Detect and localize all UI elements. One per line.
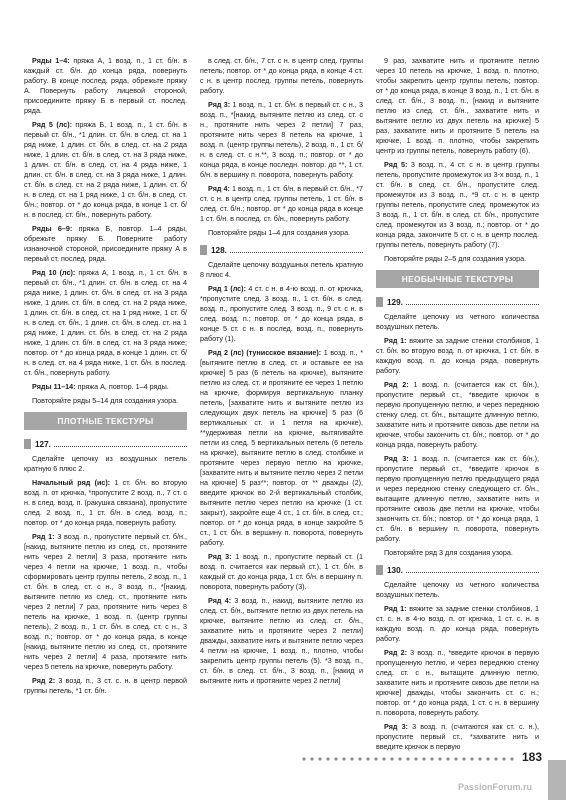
paragraph: Ряд 5: 3 возд. п., 4 ст. с н. в центр группы петель, пропустите промежуток из 3-х возд. п., 1 ст. б/н. в след. ст. б/н., пропустите след. промежуток из 3 возд. п., *9 ст. с н. в центр группы петель, пропустите след. промежуток из 3 возд. п., 1 ст. б/н. в след. ст. б/н., пропустите след. промежуток из 3 возд. п.; повтор. от * до конца ряда, закончите 5 ст. с н. в центр послед. группы петель, повернуть работу (7).	[376, 160, 540, 249]
paragraph: Ряд 3: 1 возд. п., пропустите первый ст. (1 возд. п. считается как первый ст.), 1 ст. б/н. в каждый ст. до конца ряда, 1 ст. б/н. в вершину п. поворота, повернуть работу (3).	[200, 552, 364, 591]
column-2	[200, 56, 363, 690]
column-1	[24, 56, 187, 700]
page-number: 183	[522, 750, 543, 764]
paragraph: Ряд 3: 1 возд. п. (считается как ст. б/н.), пропустите первый ст., *введите крючок в первую пропущенную петлю предыдущего ряда и через переднюю стенку следующего ст. б/н., вытащите длинную петлю, захватите нить и протяните сквозь две петли на крючке, чтобы закончить ст. б/н.; повтор. от * до конца ряда, 1 ст. б/н. в вершину п. поворота, повернуть работу.	[376, 454, 539, 543]
pattern-marker-block	[376, 565, 383, 575]
pattern-marker-block	[200, 245, 207, 255]
pattern-marker-block	[24, 439, 31, 449]
dotted-leader	[406, 298, 539, 305]
pattern-number-128: 128.	[200, 244, 363, 256]
paragraph: Начальный ряд (ис): 1 ст. б/н. во вторую возд. п. от крючка, *пропустите 2 возд. п., 7 ст. с н. в след. возд. п. (ракушка связана), пропустите след. 2 возд. п., 1 ст. б/н. в след. возд. п.; повтор. от * до конца ряда, повернуть работу.	[24, 478, 187, 527]
paragraph: в след. ст. б/н., 7 ст. с н. в центр след. группы петель; повтор. от * до конца ряда, в конце 4 ст. с н. в центр послед. группы петель, повернуть работу.	[200, 56, 363, 95]
paragraph: Повторяйте ряды 1–4 для создания узора.	[208, 228, 351, 237]
paragraph: Повторяйте ряды 5–14 для создания узора.	[32, 396, 179, 405]
paragraph: Ряд 2: 3 возд. п., *введите крючок в первую пропущенную петлю, и через переднюю стенку след. ст. с н., вытащите длинную петлю, захватите нить и протяните сквозь две петли на крючке] дважды, чтобы закончить ст. с. н.; повтор. от * до конца ряда, 1 ст. с н. в вершину п. поворота, повернуть работу.	[376, 648, 540, 717]
pattern-number-130: 130.	[376, 564, 539, 576]
paragraph: Ряд 5 (лс): пряжа Б, 1 возд. п., 1 ст. б/н. в первый ст. б/н., *1 длин. ст. б/н. в след. ст. на 1 ряд ниже, 1 длин. ст. б/н. в след. ст. на 2 ряда ниже, 1 длин. ст. б/н. в след. ст. на 3 ряда ниже, 1 длин. ст. б/н. в след. ст. на 4 ряда ниже, 1 длин. ст. б/н. в след. ст. на 3 ряда ниже, 1 длин. ст. б/н. в след. ст. на 2 ряда ниже, 1 длин. ст. б/н. в след. ст. на 1 ряд ниже, 1 ст. б/н. в след. ст. б/н.; повтор. от * до конца ряда, в конце 1 ст. б/н. в послед. ст. б/н., повернуть работу.	[24, 120, 187, 219]
column-3	[376, 56, 539, 756]
paragraph: Ряд 10 (лс): пряжа А, 1 возд. п., 1 ст. б/н. в первый ст. б/н., *1 длин. ст. б/н. в след. ст. на 4 ряда ниже, 1 длин. ст. б/н. в след. ст. на 3 ряда ниже, 1 длин. ст. б/н. в след. ст. на 2 ряда ниже, 1 длин. ст. б/н. в след. ст. на 1 ряд ниже, 1 ст. б/н. в след. ст. б/н., 1 длин. ст. б/н. в след. ст. на 1 ряд ниже, 1 длин. ст. б/н. в след. ст. на 2 ряда ниже, 1 длин. ст. б/н. в след. ст. на 3 ряда ниже; повтор. от * до конца ряда, в конце 1 длин. ст. б/н. в след. ст. на 4 ряда ниже, 1 ст. б/н. в послед. ст. б/н., повернуть работу.	[24, 268, 188, 377]
pattern-marker-block	[376, 297, 383, 307]
paragraph: Ряд 3: 3 возд. п. (считаются как ст. с. н.), пропустите первый ст., *захватите нить и введите крючок в первую	[376, 722, 540, 751]
paragraph: Ряд 2 (лс) (тунисское вязание): 1 возд. п., *[вытяните петлю в след. ст. и оставьте ее на крючке] 5 раз (6 петель на крючке), вытяните петлю из след. ст. и протяните ее через 1 петлю на крючке, формируя вертикальную планку петель, [захватите нить и вытяните петлю из следующих двух петель на крючке] 5 раз (6 вертикальных ст. и 1 петля на крючке), **удерживая петли на крючке, вытягивайте петли из след. 5 вертикальных петель (6 петель на крючке), вытяните петлю в след. столбике и протяните через первую петлю на крючке, [захватите нить и вытяните петлю через 2 петли на крючке] 5 раз**; повтор. от ** дважды (2), введите крючок во 2-й вертикальный столбик, вытяните петлю через петлю на крючке (1 ст. закрыт), закройте еще 4 ст., 1 ст. б/н. в след. ст.; повтор. от * до конца ряда, в конце закройте 5 ст., 1 ст. б/н. в вершину п. поворота, повернуть работу.	[200, 348, 363, 547]
paragraph: 9 раз, захватите нить и протяните петлю через 10 петель на крючке, 1 возд. п. плотно, чтобы закрепить центр группы петель; повтор. от * до конца ряда, в конце 3 возд. п., 1 ст. б/н. в след. ст. б/н., 3 возд. п., [накид и вытяните петлю из след. ст. б/н., захватите нить и вытяните петлю из двух петель на крючке] 5 раз, захватите нить и протяните 5 петель на крючке, 1 возд. п. плотно, чтобы закрепить центр из группы петель, повернуть работу (6).	[376, 56, 539, 155]
paragraph: Сделайте цепочку из четного количества воздушных петель.	[376, 580, 539, 599]
section-header-unusual-textures: НЕОБЫЧНЫЕ ТЕКСТУРЫ	[376, 270, 539, 288]
paragraph: Ряд 4: 1 возд. п., 1 ст. б/н. в первый ст. б/н., *7 ст. с н. в центр след. группы петель, 1 ст. б/н. в след. ст. б/н.; повтор. от * до конца ряда в конце 1 ст. б/н. в послед. ст. б/н., повернуть работу.	[200, 184, 364, 223]
watermark: PassionForum.ru	[458, 782, 533, 792]
paragraph: Сделайте цепочку из воздушных петель кратную 6 плюс 2.	[24, 454, 187, 473]
section-header-dense-textures: ПЛОТНЫЕ ТЕКСТУРЫ	[24, 412, 187, 430]
paragraph: Ряд 1: вяжите за задние стенки столбиков, 1 ст. б/н. во вторую возд. п. от крючка, 1 ст. б/н. в каждую возд. п. до конца ряда, повернуть работу.	[376, 336, 539, 375]
pattern-number-129: 129.	[376, 296, 539, 308]
paragraph: Ряд 2: 3 возд. п., 3 ст. с. н. в центр первой группы петель, *1 ст. б/н.	[24, 676, 187, 695]
paragraph: Ряды 11–14: пряжа А, повтор. 1–4 ряды.	[32, 382, 169, 391]
dotted-leader	[230, 246, 363, 253]
paragraph: Сделайте цепочку из четного количества воздушных петель.	[376, 312, 539, 331]
paragraph: Ряды 6–9: пряжа Б, повтор. 1–4 ряды, обрежьте пряжу Б. Поверните работу изнаночной стороной, присоедините пряжу А в первый ст. послед. ряда.	[24, 224, 187, 263]
paragraph: Ряд 1: вяжите за задние стенки столбиков, 1 ст. с. н. в 4-ю возд. п. от крючка, 1 ст. с. н. в каждую возд. п. до конца ряда, повернуть работу.	[376, 604, 539, 643]
corner-bar	[548, 760, 566, 800]
paragraph: Ряд 1 (лс): 4 ст. с н. в 4-ю возд. п. от крючка, *пропустите след. 3 возд. п., 1 ст. б/н. в след. возд. п., пропустите след. 3 возд. п., 9 ст. с н. в след. возд. п.; повтор. от * до конца ряда, в конце 5 ст. с н. в послед. возд. п., повернуть работу (1).	[200, 284, 363, 343]
paragraph: Ряд 1: 3 возд. п., пропустите первый ст. б/н., [накид, вытяните петлю из след. ст., протяните нить через 2 петли] 3 раза, протяните нить через 4 петли на крючке, 1 возд. п., чтобы сформировать центр группы петель, 2 возд. п., 1 ст. б/н. в след. ст. с н., 3 возд. п., *[накид, вытяните петлю из след. ст., протяните нить через 2 петли] 7 раз, протяните нить через 8 петель на крючке, 1 возд. п. (центр группы петель), 2 возд. п., 1 ст. б/н. в след. ст. с н., 3 возд. п.; повтор. от * до конца ряда, в конце [накид, вытяните петлю из след. ст., протяните нить через 2 петли] 4 раза, протяните нить через 5 петель на крючке, повернуть работу.	[24, 532, 188, 671]
paragraph: Ряд 3: 1 возд. п., 1 ст. б/н. в первый ст. с н., 3 возд. п., *[накид, вытяните петлю из след. ст. с н., протяните нить через 2 петли] 7 раз, протяните нить через 8 петель на крючке, 1 возд. п. (центр группы петель), 2 возд. п., 1 ст. б/н. в след. ст. с н.**, 3 возд. п.; повтор. от * до конца ряда, в конце последн. повтор. до **, 1 ст. б/н. в вершину п. поворота, повернуть работу.	[200, 100, 363, 179]
dotted-leader	[54, 440, 187, 447]
paragraph: Ряд 2: 1 возд. п. (считается как ст. б/н.), пропустите первый ст., *введите крючок в первую пропущенную петлю, и через переднюю стенку след. ст. б/н., вытащите длинную петлю, захватите нить и протяните сквозь две петли на крючке, чтобы закончить ст. б/н.; повтор. от * до конца ряда, повернуть работу.	[376, 380, 539, 449]
paragraph: Повторяйте ряд 3 для создания узора.	[384, 548, 513, 557]
pattern-number-127: 127.	[24, 438, 187, 450]
paragraph: Ряд 4: 3 возд. п., накид, вытяните петлю из след. ст. б/н., вытяните петлю из двух петель на крючке, вытяните петлю из след. ст. б/н., захватите нить и протяните через 2 петли] дважды, захватите нить и вытяните петлю через 4 петли на крючке, 1 возд. п., плотно, чтобы закрепить центр группы петель (5). *3 возд. п., ст. б/н. в след. ст. б/н., 3 возд. п., [накид и вытяните нить и протяните через 2 петли]	[200, 596, 364, 685]
paragraph: Повторяйте ряды 2–5 для создания узора.	[384, 254, 527, 263]
dotted-leader	[406, 566, 539, 573]
footer-dot-row	[300, 755, 515, 763]
paragraph: Сделайте цепочку воздушных петель кратную 8 плюс 4.	[200, 260, 363, 279]
paragraph: Ряды 1–4: пряжа А, 1 возд. п., 1 ст. б/н. в каждый ст. б/н. до конца ряда, повернуть работу. В конце послед. ряда, обрежьте пряжу А. Повернуть работу лицевой стороной, присоедините пряжу Б в первый ст. послед. ряда.	[24, 56, 187, 115]
